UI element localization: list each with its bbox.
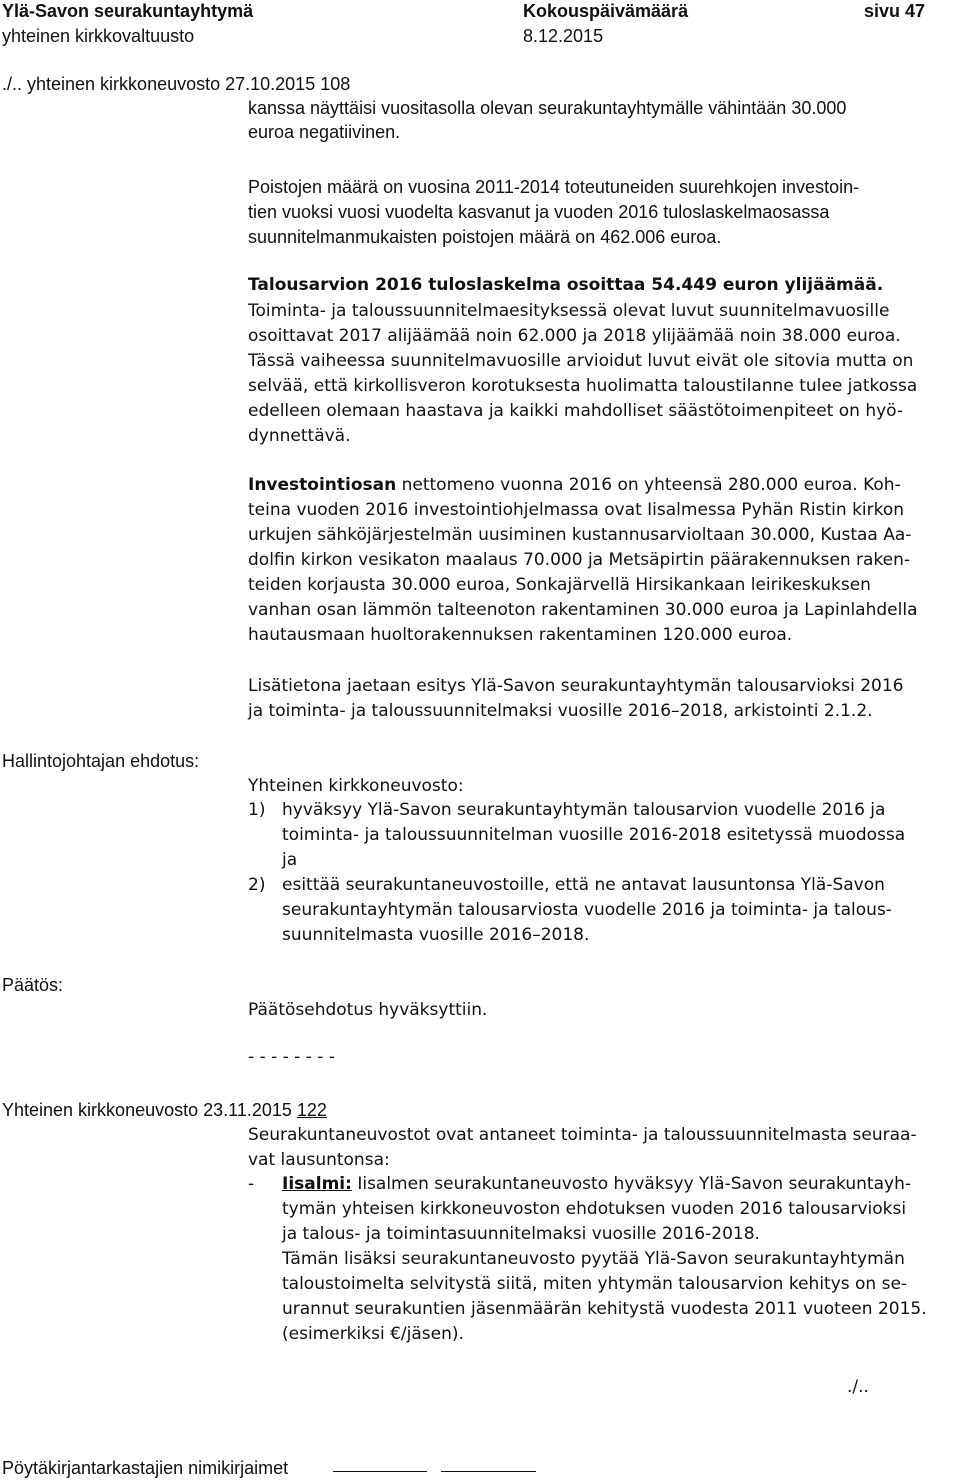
statement-place: Iisalmi: xyxy=(282,1174,352,1194)
proposal-item-line: toiminta- ja taloussuunnitelman vuosille 2016-2018 esitetyssä muodossa xyxy=(282,825,906,845)
meeting-title xyxy=(2,1098,327,1122)
statement-line: ja talous- ja toimintasuunnitelmaksi vuosille 2016-2018. xyxy=(282,1224,760,1244)
decision-label: Päätös: xyxy=(2,975,64,995)
proposal-item-line: suunnitelmasta vuosille 2016–2018. xyxy=(282,925,590,945)
budget-line: dynnettävä. xyxy=(248,426,351,446)
header-body: yhteinen kirkkovaltuusto xyxy=(2,26,195,46)
meeting-intro-line: Seurakuntaneuvostot ovat antaneet toiminta- ja taloussuunnitelmasta seuraa- xyxy=(248,1125,917,1145)
continuation-line: euroa negatiivinen. xyxy=(248,122,401,142)
statement-first-rest: Iisalmen seurakuntaneuvosto hyväksyy Ylä-Savon seurakuntayh- xyxy=(351,1174,911,1194)
investment-bold: Investointiosan xyxy=(248,475,397,495)
header-page: sivu 47 xyxy=(864,1,926,21)
meeting-number: 122 xyxy=(296,1100,327,1120)
statement-bullet: - xyxy=(248,1174,255,1194)
investment-line: urkujen sähköjärjestelmän uusiminen kustannusarvioltaan 30.000, Kustaa Aa- xyxy=(248,525,912,545)
continuation-ref: ./.. yhteinen kirkkoneuvosto 27.10.2015 108 xyxy=(2,74,351,94)
budget-line: selvää, että kirkollisveron korotuksesta huolimatta taloustilanne tulee jatkossa xyxy=(248,376,918,396)
statement-line: urannut seurakuntien jäsenmäärän kehitystä vuodesta 2011 vuoteen 2015. xyxy=(282,1299,927,1319)
investment-line: vanhan osan lämmön talteenoton rakentaminen 30.000 euroa ja Lapinlahdella xyxy=(248,600,918,620)
separator: - - - - - - - - xyxy=(248,1047,335,1067)
meeting-intro-line: vat lausuntonsa: xyxy=(248,1150,390,1170)
statement-line: Tämän lisäksi seurakuntaneuvosto pyytää Ylä-Savon seurakuntayhtymän xyxy=(282,1249,905,1269)
decision-text: Päätösehdotus hyväksyttiin. xyxy=(248,1000,488,1020)
signature-line xyxy=(333,1471,427,1472)
depreciation-line: suunnitelmanmukaisten poistojen määrä on 462.006 euroa. xyxy=(248,227,722,247)
investment-line: teiden korjausta 30.000 euroa, Sonkajärvellä Hirsikankaan leirikeskuksen xyxy=(248,575,871,595)
continuation-line: kanssa näyttäisi vuositasolla olevan seurakuntayhtymälle vähintään 30.000 xyxy=(248,98,847,118)
statement-line: taloustoimelta selvitystä siitä, miten yhtymän talousarvion kehitys on se- xyxy=(282,1274,908,1294)
continues-marker: ./.. xyxy=(847,1377,869,1397)
budget-line: osoittavat 2017 alijäämää noin 62.000 ja 2018 ylijäämää noin 38.000 euroa. xyxy=(248,326,901,346)
proposal-item-line: seurakuntayhtymän talousarviosta vuodelle 2016 ja toiminta- ja talous- xyxy=(282,900,892,920)
header-org: Ylä-Savon seurakuntayhtymä xyxy=(2,1,254,21)
signature-label: Pöytäkirjantarkastajien nimikirjaimet xyxy=(2,1458,289,1478)
meeting-title-text: Yhteinen kirkkoneuvosto 23.11.2015 xyxy=(2,1100,292,1120)
proposal-item-line: hyväksyy Ylä-Savon seurakuntayhtymän talousarvion vuodelle 2016 ja xyxy=(282,800,886,820)
info-line: Lisätietona jaetaan esitys Ylä-Savon seurakuntayhtymän talousarvioksi 2016 xyxy=(248,676,904,696)
signature-line xyxy=(441,1471,536,1472)
statement-line: (esimerkiksi €/jäsen). xyxy=(282,1324,464,1344)
budget-heading: Talousarvion 2016 tuloslaskelma osoittaa 54.449 euron ylijäämää. xyxy=(248,275,884,295)
depreciation-line: tien vuoksi vuosi vuodelta kasvanut ja vuoden 2016 tuloslaskelmaosassa xyxy=(248,202,830,222)
statement-first-line xyxy=(282,1172,911,1196)
proposal-item-line: esittää seurakuntaneuvostoille, että ne antavat lausuntonsa Ylä-Savon xyxy=(282,875,885,895)
header-date-label: Kokouspäivämäärä xyxy=(523,1,689,21)
statement-line: tymän yhteisen kirkkoneuvoston ehdotuksen vuoden 2016 talousarvioksi xyxy=(282,1199,907,1219)
header-date: 8.12.2015 xyxy=(523,26,604,46)
budget-line: Tässä vaiheessa suunnitelmavuosille arvioidut luvut eivät ole sitovia mutta on xyxy=(248,351,914,371)
depreciation-line: Poistojen määrä on vuosina 2011-2014 toteutuneiden suurehkojen investoin- xyxy=(248,177,860,197)
proposal-item-number: 1) xyxy=(248,800,266,820)
info-line: ja toiminta- ja taloussuunnitelmaksi vuosille 2016–2018, arkistointi 2.1.2. xyxy=(248,701,873,721)
budget-line: edelleen olemaan haastava ja kaikki mahdolliset säästötoimenpiteet on hyö- xyxy=(248,401,904,421)
proposal-label: Hallintojohtajan ehdotus: xyxy=(2,751,200,771)
investment-first-rest: nettomeno vuonna 2016 on yhteensä 280.000 euroa. Koh- xyxy=(396,475,901,495)
investment-line: hautausmaan huoltorakennuksen rakentaminen 120.000 euroa. xyxy=(248,625,793,645)
budget-line: Toiminta- ja taloussuunnitelmaesityksessä olevat luvut suunnitelmavuosille xyxy=(248,301,890,321)
investment-first-line xyxy=(248,473,901,497)
proposal-item-number: 2) xyxy=(248,875,266,895)
proposal-item-line: ja xyxy=(282,850,298,870)
investment-line: teina vuoden 2016 investointiohjelmassa ovat Iisalmessa Pyhän Ristin kirkon xyxy=(248,500,905,520)
proposal-intro: Yhteinen kirkkoneuvosto: xyxy=(248,776,464,796)
investment-line: dolfin kirkon vesikaton maalaus 70.000 ja Metsäpirtin päärakennuksen raken- xyxy=(248,550,911,570)
